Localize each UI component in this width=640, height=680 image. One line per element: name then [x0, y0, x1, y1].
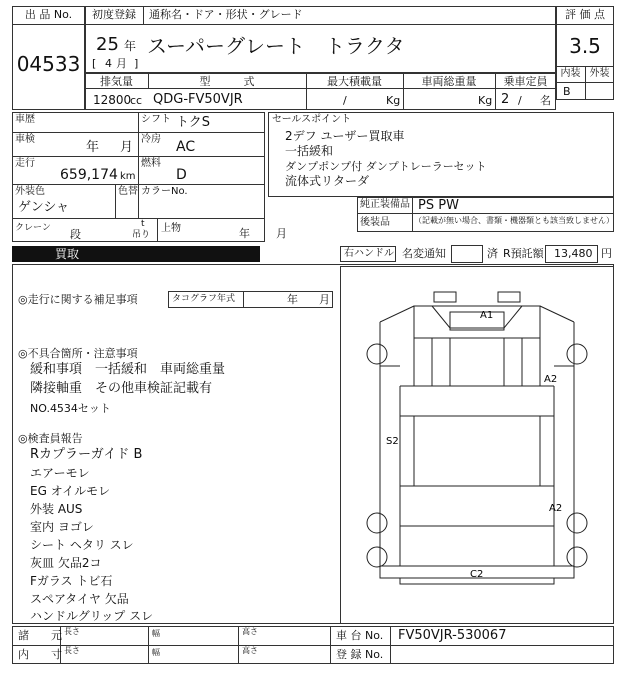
deck-month-unit: 月 [276, 227, 287, 240]
chassis-number: FV50VJR-530067 [398, 628, 507, 643]
sales-point-2: 一括緩和 [285, 144, 334, 158]
sales-points-label: セールスポイント [272, 114, 352, 125]
height-label-1: 高さ [242, 627, 258, 636]
tacho-year-unit: 年 [287, 293, 298, 306]
deck-year-unit: 年 [239, 227, 250, 240]
capacity-value: 2 [501, 92, 510, 107]
displacement-unit: cc [130, 94, 143, 107]
name-change-label: 名変通知 [402, 247, 446, 260]
inspector-line-5: 室内 ヨゴレ [30, 520, 94, 534]
exterior-label: 外装 [589, 68, 610, 79]
gross-weight-label: 車両総重量 [421, 75, 477, 88]
inspection-year-unit: 年 [86, 140, 100, 155]
inspector-line-3: EG オイルモレ [30, 484, 111, 498]
shift-value: トクS [176, 115, 210, 130]
ac-label: 冷房 [141, 134, 161, 145]
fuel-label: 燃料 [141, 158, 161, 169]
lot-label: 出 品 No. [24, 8, 73, 21]
chassis-label: 車 台 No. [336, 629, 384, 642]
first-reg-month-unit: 月 [116, 57, 127, 70]
length-label-2: 長さ [64, 646, 80, 655]
mileage-value: 659,174 [60, 167, 118, 183]
lot-number: 04533 [16, 52, 81, 76]
first-reg-year-unit: 年 [124, 39, 137, 53]
mark-a2-front: A2 [544, 374, 558, 385]
various-label: 諸 元 [18, 629, 62, 642]
yen-label: 円 [601, 247, 612, 260]
registration-label: 登 録 No. [336, 648, 384, 661]
right-hand-label: 右ハンドル [344, 248, 394, 259]
crane-stage-unit: 段 [70, 228, 81, 241]
mark-a1: A1 [480, 310, 494, 321]
defects-line-2: 隣接軸重 その他車検証記載有 [30, 381, 213, 396]
defects-line-3: NO.4534セット [30, 402, 111, 415]
name-change-box [451, 245, 483, 263]
inspector-line-4: 外装 AUS [30, 502, 83, 516]
sales-point-3: ダンプポンプ付 ダンプトレーラーセット [285, 160, 487, 173]
width-label-1: 幅 [152, 629, 160, 638]
inner-label: 内 寸 [18, 648, 62, 661]
sales-point-4: 流体式リターダ [285, 174, 370, 188]
displacement-value: 12800 [93, 93, 132, 107]
inspector-line-7: 灰皿 欠品2コ [30, 556, 102, 570]
ext-color-label: 外装色 [15, 186, 45, 197]
inspector-line-2: エアーモレ [30, 466, 90, 480]
inspector-line-1: Rカプラーガイド B [30, 447, 143, 462]
truck-diagram [340, 266, 614, 624]
recycle-deposit-label: R預託額 [503, 247, 544, 260]
crane-tonnage-unit: t [141, 219, 145, 229]
recycle-done-label: 済 [487, 247, 498, 260]
shift-label: シフト [141, 114, 171, 125]
defects-line-1: 緩和事項 一括緩和 車両総重量 [30, 362, 226, 377]
capacity-separator: / [518, 94, 522, 107]
tacho-month-unit: 月 [319, 293, 330, 306]
first-reg-year: 25 [96, 34, 119, 55]
interior-label: 内装 [560, 68, 581, 79]
aftermarket-note: （記載が無い場合、書類・機器類とも該当致しません） [414, 216, 614, 225]
tacho-label: タコグラフ年式 [172, 294, 236, 304]
inspector-line-9: スペアタイヤ 欠品 [30, 592, 129, 606]
mileage-label: 走行 [15, 158, 35, 169]
inspector-line-6: シート ヘタリ スレ [30, 538, 134, 552]
crane-label: クレーン [15, 223, 51, 233]
max-load-unit: Kg [386, 94, 401, 107]
height-label-2: 高さ [242, 646, 258, 655]
gross-weight-unit: Kg [478, 94, 493, 107]
driving-notes-label: ◎走行に関する補足事項 [18, 293, 138, 306]
sales-point-1: 2デフ ユーザー買取車 [285, 129, 405, 143]
mark-c2: C2 [470, 569, 484, 580]
inspector-line-10: ハンドルグリップ スレ [30, 609, 154, 623]
max-load-label: 最大積載量 [327, 75, 382, 88]
score-label: 評 価 点 [565, 8, 605, 21]
inspection-month-unit: 月 [120, 140, 134, 155]
model-code: QDG-FV50VJR [153, 92, 243, 107]
genuine-equipment-value: PS PW [418, 198, 459, 213]
interior-grade: B [563, 85, 571, 98]
color-number-label: カラーNo. [141, 186, 188, 197]
crane-lift-unit: 吊り [132, 230, 151, 240]
ac-value: AC [176, 139, 196, 155]
inspector-label: ◎検査員報告 [18, 432, 83, 445]
aftermarket-label: 後装品 [360, 217, 390, 228]
model-name: スーパーグレート トラクタ [147, 34, 405, 58]
width-label-2: 幅 [152, 648, 160, 657]
name-label: 通称名・ドア・形状・グレード [149, 8, 303, 21]
inspector-line-8: Fガラス トビ石 [30, 574, 113, 588]
first-reg-month-bracket: [ [92, 57, 97, 70]
length-label-1: 長さ [64, 627, 80, 636]
inspection-label: 車検 [15, 134, 35, 145]
capacity-unit: 名 [540, 94, 551, 107]
genuine-equipment-label: 純正装備品 [360, 199, 410, 210]
mark-s2: S2 [386, 436, 399, 447]
max-load-value: / [343, 94, 347, 107]
displacement-label: 排気量 [100, 75, 133, 88]
mark-a2-rear: A2 [549, 503, 563, 514]
fuel-value: D [176, 167, 187, 183]
color-change-label: 色替 [118, 186, 138, 197]
mileage-unit: km [120, 171, 136, 182]
purchase-label: 買取 [54, 247, 79, 261]
history-label: 車歴 [15, 114, 35, 125]
model-label: 型 式 [199, 75, 255, 88]
first-reg-label: 初度登録 [92, 8, 136, 21]
score-value: 3.5 [569, 34, 601, 58]
ext-color-value: ゲンシャ [18, 200, 70, 215]
first-reg-month: 4 [105, 57, 112, 70]
recycle-amount: 13,480 [554, 247, 593, 260]
defects-label: ◎不具合箇所・注意事項 [18, 347, 138, 360]
deck-label: 上物 [161, 223, 181, 234]
first-reg-month-bracket-end: ] [134, 57, 139, 70]
capacity-label: 乗車定員 [503, 75, 548, 88]
